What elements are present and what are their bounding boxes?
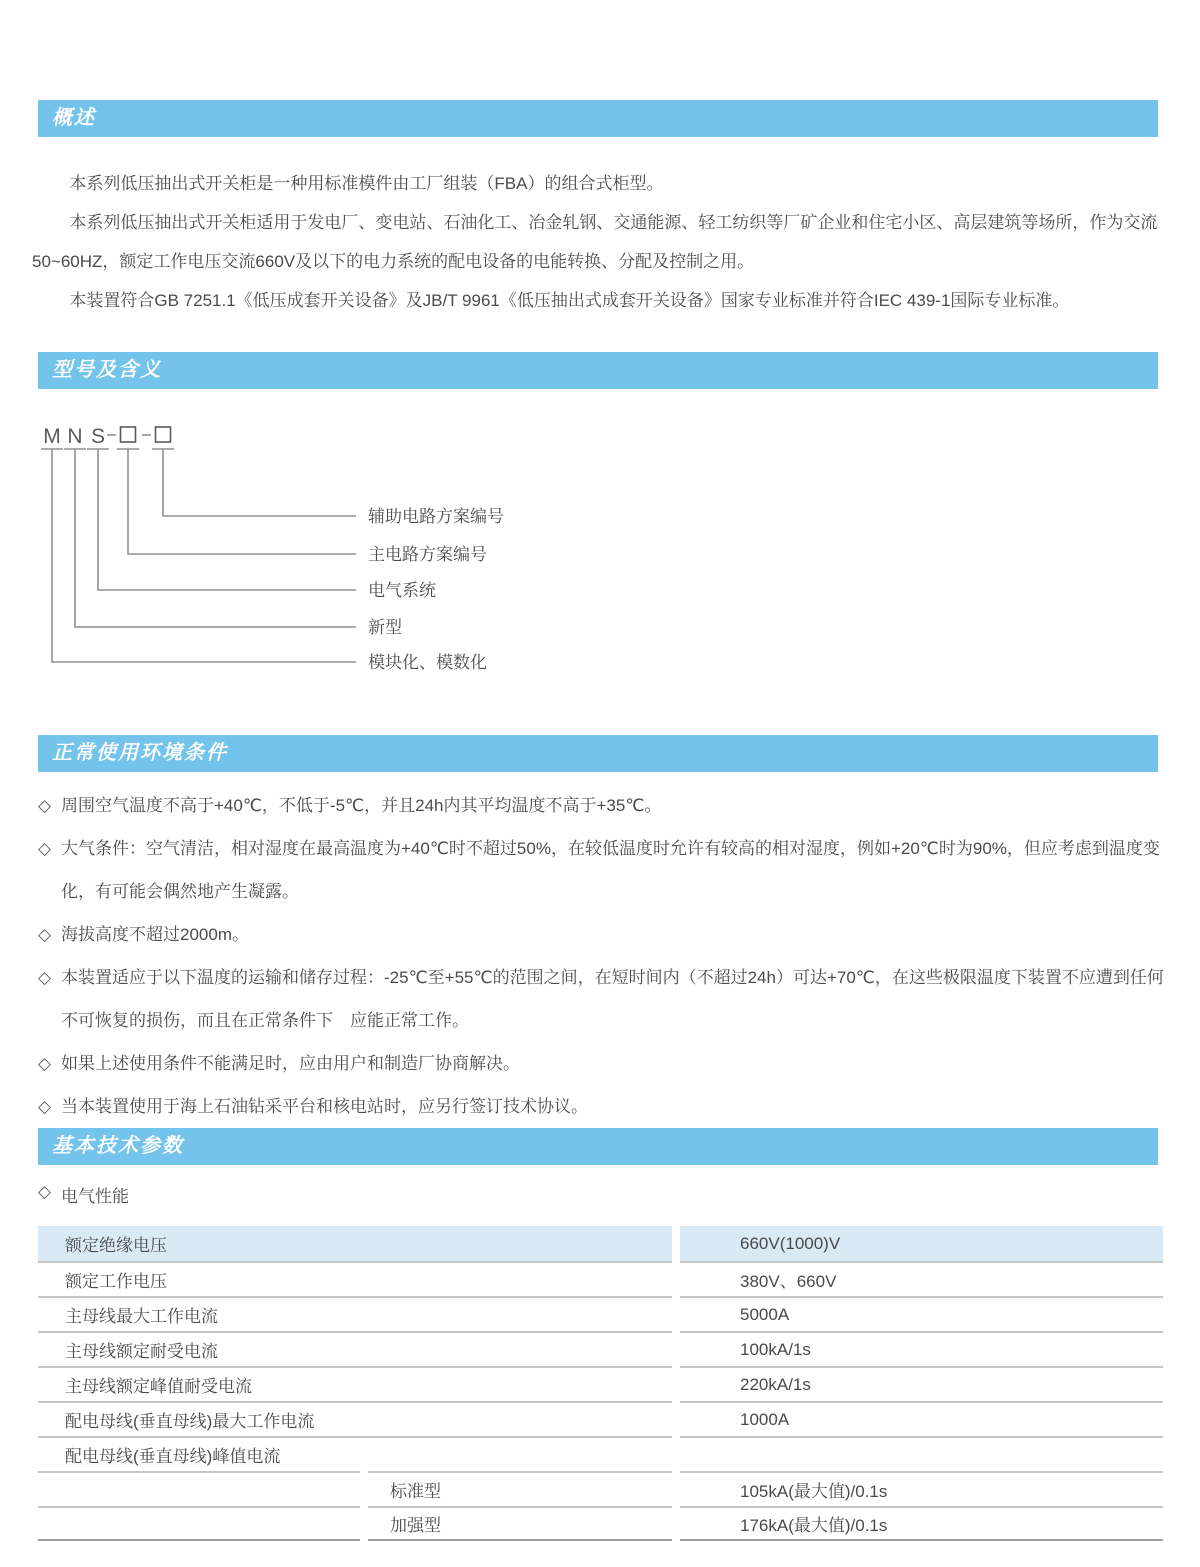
param-name-cell: 配电母线(垂直母线)最大工作电流: [38, 1401, 672, 1436]
subtype-cell: 加强型: [368, 1506, 672, 1541]
section-header-parameters: [38, 1128, 1158, 1165]
model-label-main-circuit: 主电路方案编号: [368, 545, 487, 564]
spec-table: [30, 1226, 1171, 1541]
env-bullet: [38, 784, 1166, 827]
diamond-icon: ◇: [38, 1054, 52, 1073]
param-name-cell: 主母线最大工作电流: [38, 1296, 672, 1331]
env-bullet-text: 周围空气温度不高于+40℃，不低于-5℃，并且24h内其平均温度不高于+35℃。: [61, 796, 662, 815]
subtype-cell: 标准型: [368, 1471, 672, 1506]
diamond-icon: ◇: [38, 839, 52, 858]
model-square-icon: [121, 427, 136, 442]
model-label-aux-circuit: 辅助电路方案编号: [368, 507, 504, 526]
param-value-cell: 176kA(最大值)/0.1s: [680, 1506, 1163, 1541]
param-value-cell: 100kA/1s: [680, 1331, 1163, 1366]
overview-paragraph: 本装置符合GB 7251.1《低压成套开关设备》及JB/T 9961《低压抽出式成套开关设备》国家专业标准并符合IEC 439-1国际专业标准。: [69, 291, 1070, 310]
diamond-icon: ◇: [38, 968, 52, 987]
model-code-char-s: S: [90, 425, 106, 448]
env-bullet-text: 如果上述使用条件不能满足时，应由用户和制造厂协商解决。: [61, 1054, 520, 1073]
subsection-electrical-performance: [38, 1182, 638, 1207]
table-row: [38, 1261, 1163, 1296]
overview-paragraph: 本系列低压抽出式开关柜是一种用标准模件由工厂组装（FBA）的组合式柜型。: [69, 174, 664, 193]
model-label-electrical-system: 电气系统: [368, 581, 436, 600]
env-bullet: [38, 956, 1166, 1042]
env-bullet: [38, 827, 1166, 913]
empty-cell: [38, 1506, 360, 1541]
model-square-icon: [156, 427, 171, 442]
section-title: 正常使用环境条件: [52, 742, 228, 764]
leader-line: [163, 449, 356, 516]
param-name-cell: 额定绝缘电压: [38, 1226, 672, 1261]
param-name-cell: 配电母线(垂直母线)峰值电流: [38, 1436, 672, 1471]
table-row: [38, 1226, 1163, 1261]
section-title: 基本技术参数: [52, 1135, 184, 1157]
table-row: [38, 1436, 1163, 1471]
diamond-icon: ◇: [38, 796, 52, 815]
section-header-model: [38, 352, 1158, 389]
env-bullet: [38, 1085, 1166, 1128]
model-code-char-m: M: [43, 425, 61, 448]
param-value-cell: 5000A: [680, 1296, 1163, 1331]
env-bullet: [38, 913, 1166, 956]
model-label-new-type: 新型: [368, 618, 402, 637]
diamond-icon: ◇: [38, 925, 52, 944]
diamond-icon: ◇: [38, 1097, 52, 1116]
param-name-cell: 额定工作电压: [38, 1261, 672, 1296]
table-row: [38, 1401, 1163, 1436]
section-title: 概述: [52, 107, 96, 129]
section-header-overview: [38, 100, 1158, 137]
table-row: [38, 1366, 1163, 1401]
subsection-label: 电气性能: [61, 1187, 129, 1206]
overview-paragraphs: [32, 164, 1172, 320]
model-code-diagram: [38, 416, 598, 678]
section-title: 型号及含义: [52, 359, 162, 381]
param-value-cell: 380V、660V: [680, 1261, 1163, 1296]
overview-paragraph: 本系列低压抽出式开关柜适用于发电厂、变电站、石油化工、冶金轧钢、交通能源、轻工纺织等厂矿企业和住宅小区、高层建筑等场所，作为交流50~60HZ，额定工作电压交流660V及以下的电力系统的配电设备的电能转换、分配及控制之用。: [32, 213, 1158, 271]
environment-bullet-list: [38, 784, 1166, 1128]
param-value-cell: 1000A: [680, 1401, 1163, 1436]
env-bullet: [38, 1042, 1166, 1085]
table-row: [38, 1296, 1163, 1331]
param-value-cell: 105kA(最大值)/0.1s: [680, 1471, 1163, 1506]
empty-cell: [38, 1471, 360, 1506]
param-name-cell: 主母线额定耐受电流: [38, 1331, 672, 1366]
model-label-modular: 模块化、模数化: [368, 653, 487, 672]
env-bullet-text: 大气条件：空气清洁，相对湿度在最高温度为+40℃时不超过50%，在较低温度时允许有较高的相对湿度，例如+20℃时为90%，但应考虑到温度变化，有可能会偶然地产生凝露。: [61, 839, 1160, 901]
env-bullet-text: 本装置适应于以下温度的运输和储存过程：-25℃至+55℃的范围之间，在短时间内（不超过24h）可达+70℃，在这些极限温度下装置不应遭到任何不可恢复的损伤，而且在正常条件下 应能正常工作。: [61, 968, 1164, 1030]
param-value-cell: 220kA/1s: [680, 1366, 1163, 1401]
section-header-environment: [38, 735, 1158, 772]
table-row: [38, 1506, 1163, 1541]
leader-line: [98, 449, 356, 590]
diamond-icon: ◇: [38, 1182, 52, 1201]
param-value-cell: 660V(1000)V: [680, 1226, 1163, 1261]
env-bullet-text: 海拔高度不超过2000m。: [61, 925, 249, 944]
param-name-cell: 主母线额定峰值耐受电流: [38, 1366, 672, 1401]
table-row: [38, 1471, 1163, 1506]
env-bullet-text: 当本装置使用于海上石油钻采平台和核电站时，应另行签订技术协议。: [61, 1097, 588, 1116]
leader-line: [75, 449, 356, 627]
param-value-cell: [680, 1436, 1163, 1471]
model-code-char-n: N: [67, 425, 83, 448]
table-row: [38, 1331, 1163, 1366]
